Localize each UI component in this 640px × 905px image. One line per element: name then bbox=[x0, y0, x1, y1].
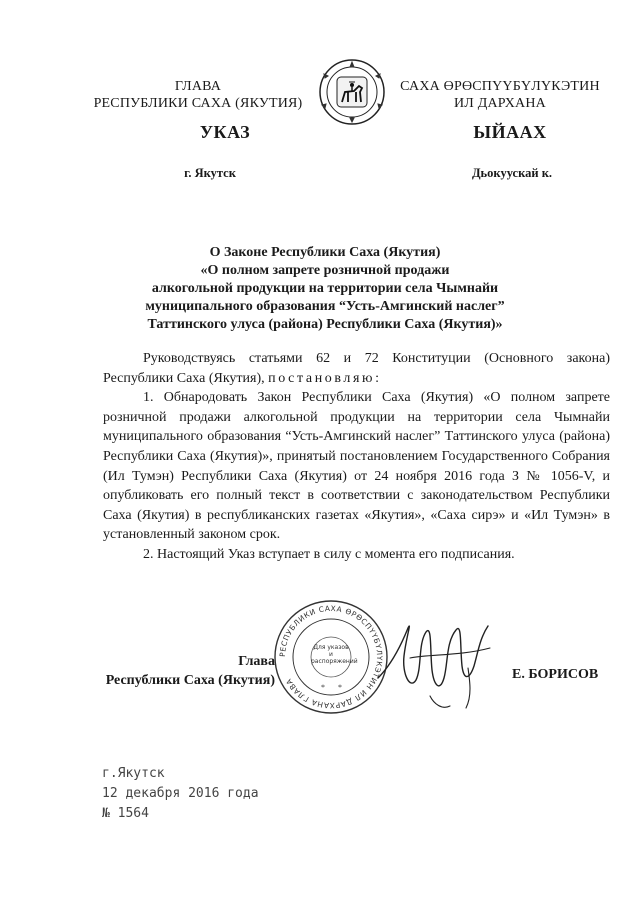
svg-text:*: * bbox=[321, 683, 325, 692]
signatory-title bbox=[95, 652, 275, 690]
signatory-title-line1: Глава bbox=[238, 654, 275, 669]
signatory-title-line2: Республики Саха (Якутия) bbox=[105, 673, 275, 688]
decree-title-right: ЫЙААХ bbox=[473, 122, 547, 142]
handwritten-signature-icon bbox=[370, 608, 500, 718]
resolve-word: постановляю: bbox=[268, 370, 382, 386]
registration-footer bbox=[102, 764, 259, 824]
header-left-line1: ГЛАВА bbox=[174, 79, 222, 94]
intro-text: Руководствуясь статьями 62 и 72 Конституции (Основного закона) Республики Саха (Якутия), bbox=[103, 351, 610, 386]
signatory-name: Е. БОРИСОВ bbox=[512, 667, 599, 682]
item-1: 1. Обнародовать Закон Республики Саха (Якутия) «О полном запрете розничной продажи алкогольной продукции на территории села Чымнайи муниципального образования “Усть-Амгинский наслег” Таттинского улуса (района) Республики Саха (Якутия)», принятый постановлением Государственного Собрания (Ил Тумэн) Республики Саха (Якутия) от 24 ноября 2016 года З № 1056-V, и опубликовать его полный текст в соответствии с законодательством Республики Саха (Якутия) в республиканских газетах «Якутия», «Саха сирэ» и «Ил Тумэн» в установленный законом срок. bbox=[103, 390, 610, 543]
document-title bbox=[90, 244, 560, 334]
city-left: г. Якутск bbox=[184, 166, 236, 180]
svg-text:*: * bbox=[338, 683, 342, 692]
city-right: Дьокуускай к. bbox=[471, 166, 553, 180]
title-line: «О полном запрете розничной продажи bbox=[200, 263, 450, 278]
title-line: О Законе Республики Саха (Якутия) bbox=[209, 245, 441, 260]
title-line: алкогольной продукции на территории села Чымнайи bbox=[151, 281, 499, 296]
footer-number: № 1564 bbox=[102, 806, 149, 821]
intro-paragraph bbox=[103, 349, 610, 388]
decree-title-left: УКАЗ bbox=[199, 122, 251, 142]
title-line: Таттинского улуса (района) Республики Саха (Якутия)» bbox=[147, 317, 503, 332]
header-left bbox=[78, 78, 318, 112]
header-right bbox=[375, 78, 625, 112]
header-left-line2: РЕСПУБЛИКИ САХА (ЯКУТИЯ) bbox=[93, 96, 303, 111]
header-right-line2: ИЛ ДАРХАНА bbox=[453, 96, 546, 111]
footer-city: г.Якутск bbox=[102, 766, 165, 781]
title-line: муниципального образования “Усть-Амгинский наслег” bbox=[145, 299, 505, 314]
stamp-ring-text: РЕСПУБЛИКИ САХА ӨРӨСПҮҮБҮЛҮКЭТИН ИЛ ДАРХАНА ГЛАВА bbox=[277, 603, 385, 711]
document-body bbox=[103, 349, 610, 565]
stamp-center-text: Для указов и распоряжений bbox=[311, 644, 358, 665]
item-2: 2. Настоящий Указ вступает в силу с момента его подписания. bbox=[143, 546, 515, 562]
header-right-line1: САХА ӨРӨСПҮҮБҮЛҮКЭТИН bbox=[400, 79, 600, 94]
footer-date: 12 декабря 2016 года bbox=[102, 786, 259, 801]
